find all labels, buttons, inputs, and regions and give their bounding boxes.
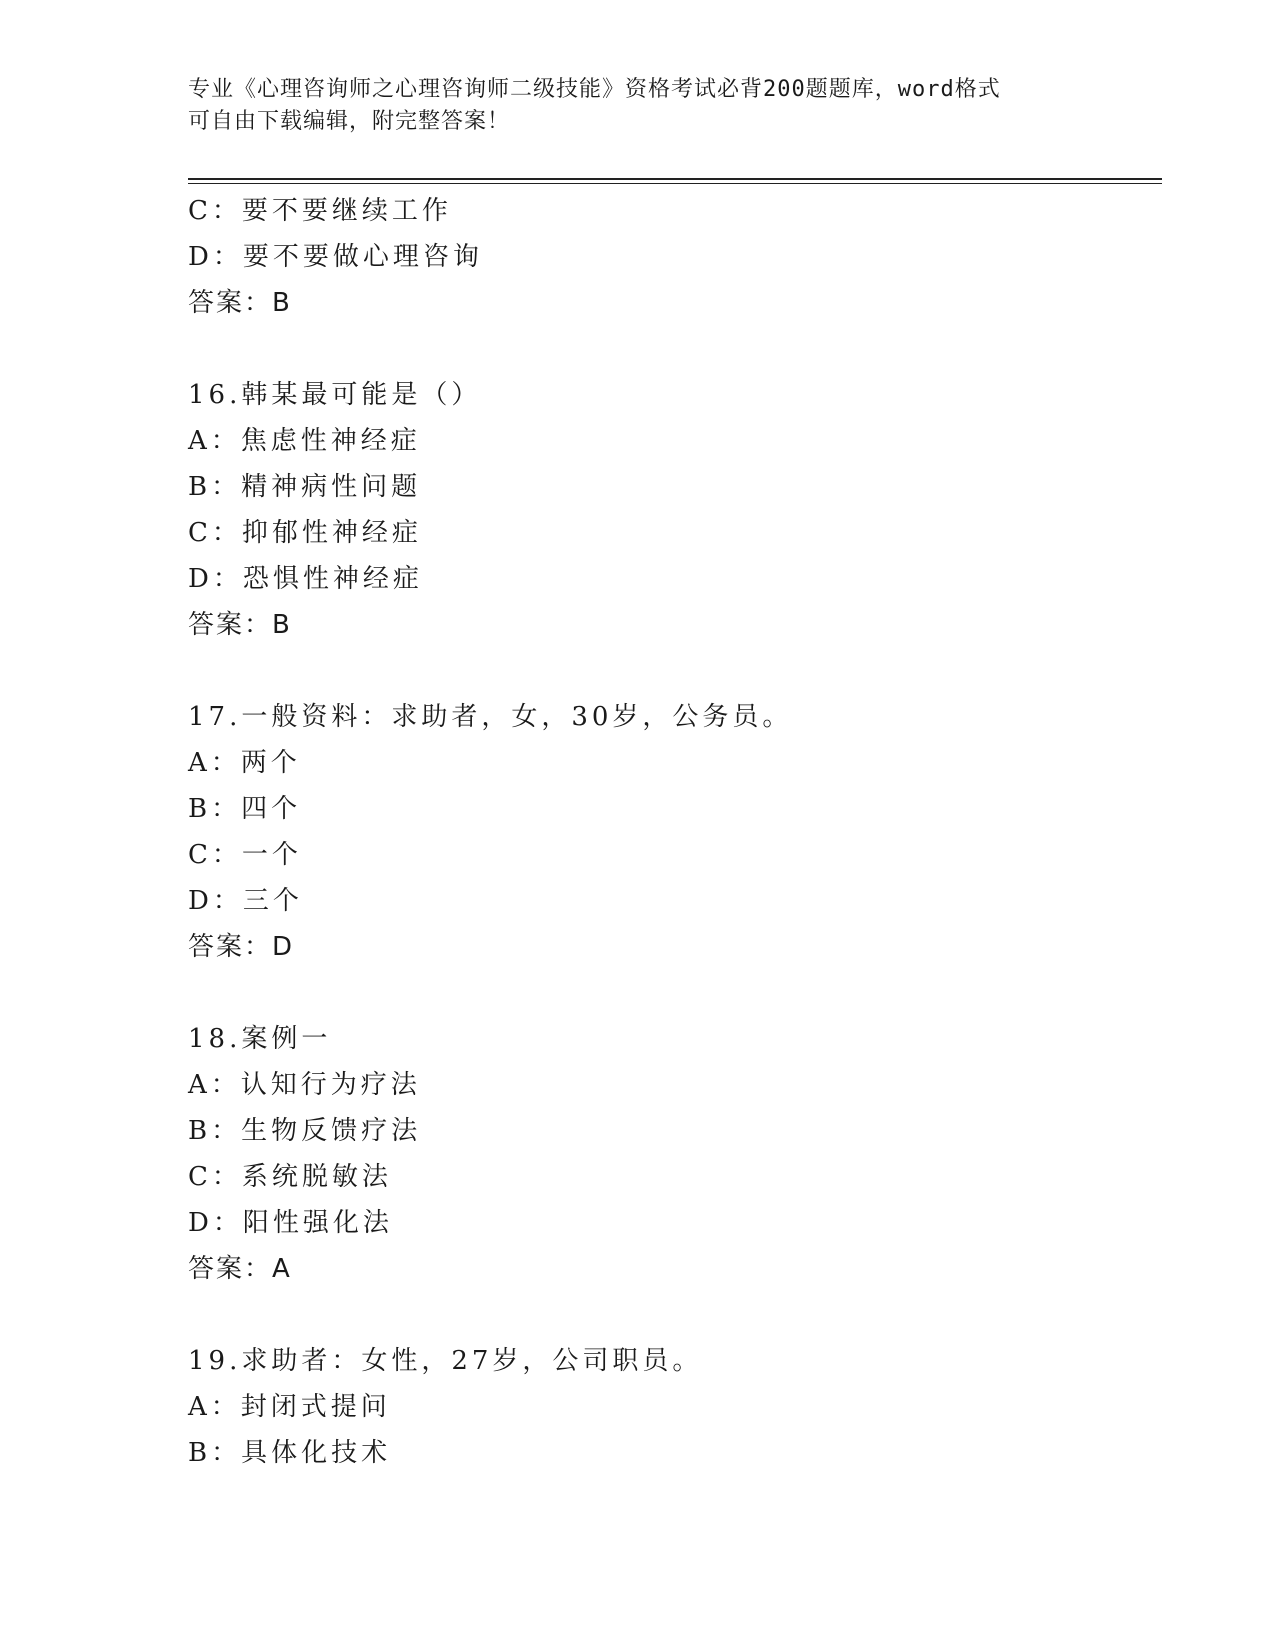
question-19-block [188,1338,1168,1476]
option-a: A：焦虑性神经症 [188,426,421,456]
spacer [188,970,1168,1016]
question-list [188,188,1168,1476]
option-b: B：具体化技术 [188,1438,392,1468]
answer-line: 答案：B [188,610,292,640]
option-c: C：一个 [188,840,302,870]
question-text: 17.一般资料：求助者，女，30岁，公务员。 [188,702,793,732]
option-b: B：精神病性问题 [188,472,422,502]
option-a: A：认知行为疗法 [188,1070,421,1100]
spacer [188,1292,1168,1338]
option-d: D：三个 [188,886,303,916]
option-a: A：两个 [188,748,301,778]
option-d: D：阳性强化法 [188,1208,393,1238]
spacer [188,326,1168,372]
option-a: A：封闭式提问 [188,1392,391,1422]
header-line-2: 可自由下载编辑，附完整答案！ [188,109,511,134]
question-text: 16.韩某最可能是（） [188,380,482,410]
question-17-block [188,694,1168,970]
option-c: C：要不要继续工作 [188,196,452,226]
option-b: B：四个 [188,794,302,824]
answer-line: 答案：B [188,288,292,318]
header-line-1: 专业《心理咨询师之心理咨询师二级技能》资格考试必背200题题库，word格式 [188,77,1001,102]
option-c: C：抑郁性神经症 [188,518,422,548]
question-16-block [188,372,1168,648]
question-text: 19.求助者：女性，27岁，公司职员。 [188,1346,703,1376]
header-divider-thin [188,183,1162,184]
spacer [188,648,1168,694]
question-text: 18.案例一 [188,1024,332,1054]
answer-line: 答案：A [188,1254,292,1284]
option-d: D：要不要做心理咨询 [188,242,483,272]
option-b: B：生物反馈疗法 [188,1116,422,1146]
document-header [188,74,1068,138]
question-15-block [188,188,1168,326]
answer-line: 答案：D [188,932,295,962]
header-divider-thick [188,178,1162,180]
option-d: D：恐惧性神经症 [188,564,423,594]
question-18-block [188,1016,1168,1292]
option-c: C：系统脱敏法 [188,1162,392,1192]
